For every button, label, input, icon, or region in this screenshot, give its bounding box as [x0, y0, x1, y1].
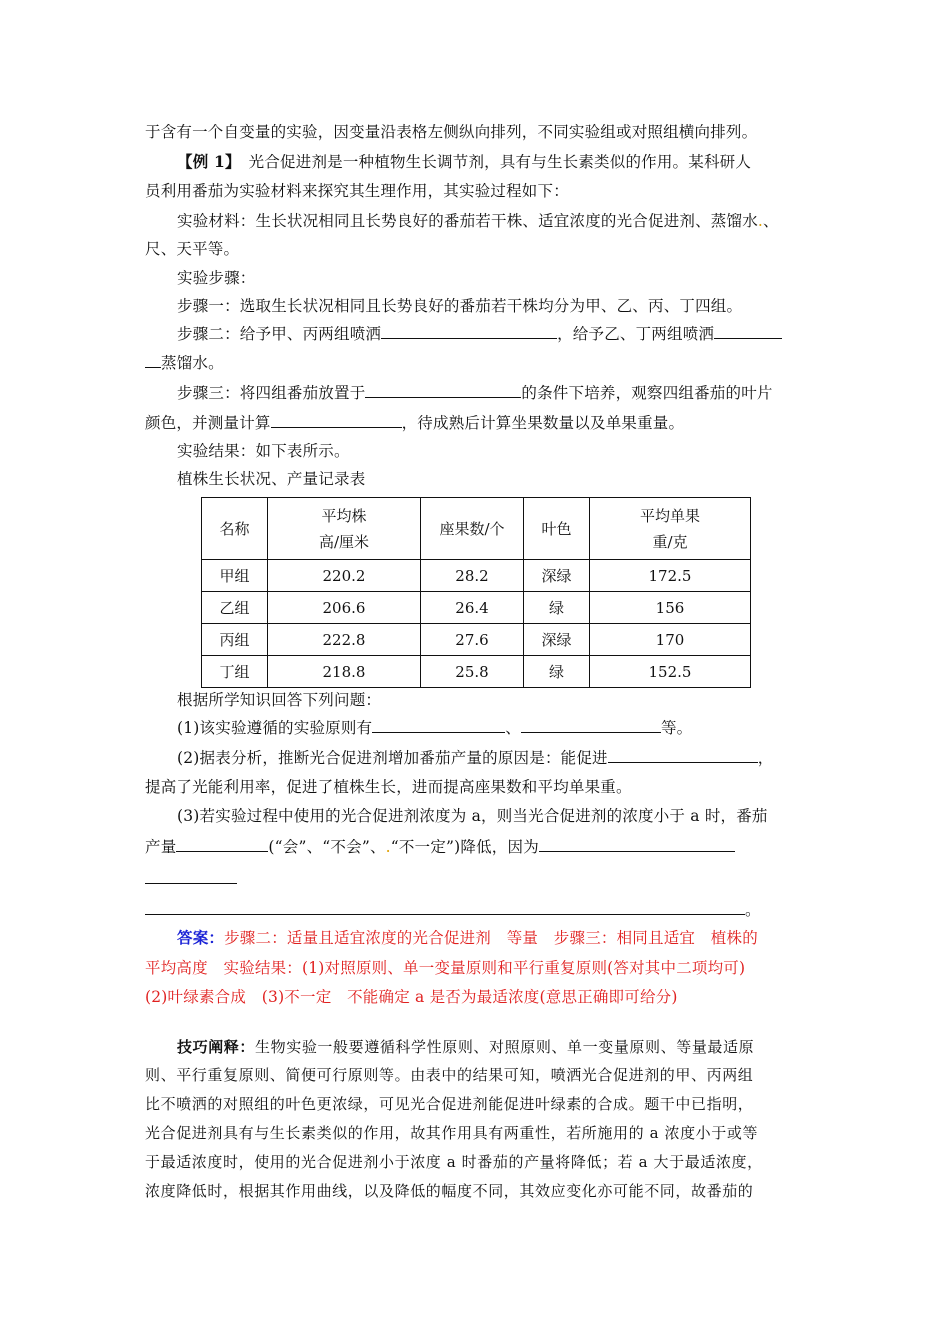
materials-line2: 尺、天平等。: [145, 240, 240, 258]
blank-q1-2[interactable]: [521, 716, 661, 733]
table-header-row: [202, 498, 751, 560]
hint-line5: 于最适浓度时，使用的光合促进剂小于浓度 a 时番茄的产量将降低；若 a 大于最适浓度，: [145, 1153, 763, 1171]
question-3-line2: [145, 835, 735, 858]
q2-text-b: ，: [757, 749, 774, 767]
blank-q3-2[interactable]: [539, 835, 735, 852]
hint-text-1: 生物实验一般要遵循科学性原则、对照原则、单一变量原则、等量最适原: [255, 1038, 755, 1056]
question-2-line1: [177, 746, 773, 769]
answer-text-1: 步骤二：适量且适宜浓度的光合促进剂 等量 步骤三：相同且适宜 植株的: [224, 929, 758, 947]
example-para1-line2: 员利用番茄为实验材料来探究其生理作用，其实验过程如下：: [145, 182, 569, 200]
cell: 深绿: [524, 560, 590, 592]
header-fruit-weight: 平均单果 重/克: [590, 498, 751, 560]
blank-q3-1[interactable]: [176, 835, 268, 852]
question-3-line4: [145, 898, 761, 921]
cell: 丙组: [202, 624, 268, 656]
step2-text-a: 步骤二：给予甲、丙两组喷洒: [177, 325, 382, 343]
stray-dot: .: [757, 212, 764, 230]
cell: 28.2: [421, 560, 524, 592]
cell: 152.5: [590, 656, 751, 688]
cell: 218.8: [268, 656, 421, 688]
intro-tail: 于含有一个自变量的实验，因变量沿表格左侧纵向排列，不同实验组或对照组横向排列。: [145, 123, 758, 141]
step3-text-c: 颜色，并测量计算: [145, 414, 271, 432]
hint-line4: 光合促进剂具有与生长素类似的作用，故其作用具有两重性，若所施用的 a 浓度小于或等: [145, 1124, 759, 1142]
table-row: [202, 624, 751, 656]
step2-line2: [145, 351, 224, 374]
example-label: 【例 1】: [177, 152, 233, 171]
blank-q1-1[interactable]: [372, 716, 505, 733]
step3-text-b: 的条件下培养，观察四组番茄的叶片: [521, 384, 773, 402]
q3-end: 。: [745, 901, 761, 919]
cell: 乙组: [202, 592, 268, 624]
cell: 绿: [524, 592, 590, 624]
steps-title: 实验步骤：: [177, 269, 256, 287]
answer-line3: (2)叶绿素合成 (3)不一定 不能确定 a 是否为最适浓度(意思正确即可给分): [145, 988, 678, 1006]
blank-step2-1[interactable]: [381, 322, 557, 339]
cell: 220.2: [268, 560, 421, 592]
q1-text-a: (1)该实验遵循的实验原则有: [177, 719, 373, 737]
answer-line1: [177, 927, 758, 949]
cell: 27.6: [421, 624, 524, 656]
hint-line1: [177, 1036, 754, 1058]
table-row: [202, 656, 751, 688]
hint-line6: 浓度降低时，根据其作用曲线，以及降低的幅度不同，其效应变化亦可能不同，故番茄的: [145, 1182, 754, 1200]
table-row: [202, 560, 751, 592]
record-table: [201, 497, 751, 688]
header-height: 平均株 高/厘米: [268, 498, 421, 560]
materials-line1: 实验材料：生长状况相同且长势良好的番茄若干株、适宜浓度的光合促进剂、蒸馏水.、: [177, 212, 779, 230]
question-2-line2: 提高了光能利用率，促进了植株生长，进而提高座果数和平均单果重。: [145, 778, 632, 796]
question-3-line1: (3)若实验过程中使用的光合促进剂浓度为 a，则当光合促进剂的浓度小于 a 时，番茄: [177, 807, 768, 825]
q1-text-b: 等。: [660, 719, 693, 737]
blank-q3-2-cont[interactable]: [145, 867, 237, 884]
blank-step3-1[interactable]: [365, 381, 521, 398]
cell: 甲组: [202, 560, 268, 592]
header-name: 名称: [202, 498, 268, 560]
blank-step2-2-cont[interactable]: [145, 351, 161, 368]
step3-line1: [177, 381, 773, 404]
step2-text-b: ，给予乙、丁两组喷洒: [557, 325, 715, 343]
step3-text-a: 步骤三：将四组番茄放置于: [177, 384, 366, 402]
blank-q2[interactable]: [608, 746, 758, 763]
cell: 206.6: [268, 592, 421, 624]
q2-text-a: (2)据表分析，推断光合促进剂增加番茄产量的原因是：能促进: [177, 749, 608, 767]
step2-text-c: 蒸馏水。: [161, 354, 224, 372]
q3-text-b: 产量: [145, 838, 177, 856]
q3-text-d: “不一定”)降低，因为: [390, 838, 539, 856]
cell: 172.5: [590, 560, 751, 592]
results-line: 实验结果：如下表所示。: [177, 442, 350, 460]
example-para1-line1: [177, 151, 751, 173]
step3-text-d: ，待成熟后计算坐果数量以及单果重量。: [401, 414, 685, 432]
hint-line2: 则、平行重复原则、简便可行原则等。由表中的结果可知，喷洒光合促进剂的甲、丙两组: [145, 1066, 754, 1084]
q3-text-c: (“会”、“不会”、: [268, 838, 386, 856]
questions-lead: 根据所学知识回答下列问题：: [177, 691, 382, 709]
cell: 156: [590, 592, 751, 624]
question-3-line3: [145, 867, 237, 890]
blank-q3-2-cont2[interactable]: [145, 898, 745, 915]
table-row: [202, 592, 751, 624]
materials-text: 实验材料：生长状况相同且长势良好的番茄若干株、适宜浓度的光合促进剂、蒸馏水: [177, 212, 758, 230]
cell: 222.8: [268, 624, 421, 656]
cell: 绿: [524, 656, 590, 688]
hint-label: 技巧阐释：: [177, 1038, 256, 1056]
cell: 170: [590, 624, 751, 656]
step1-text-b: 的番茄若干株均分为甲、乙、丙、丁四组。: [443, 297, 743, 315]
header-fruit-count: 座果数/个: [421, 498, 524, 560]
example-text: 光合促进剂是一种植物生长调节剂，具有与生长素类似的作用。某科研人: [248, 153, 752, 171]
blank-step2-2[interactable]: [714, 322, 782, 339]
hint-line3: 比不喷洒的对照组的叶色更浓绿，可见光合促进剂能促进叶绿素的合成。题干中已指明，: [145, 1095, 754, 1113]
answer-label: 答案：: [177, 928, 225, 947]
header-leaf-color: 叶色: [524, 498, 590, 560]
step2-line1: [177, 322, 782, 345]
step1: [177, 295, 742, 317]
step1-text-a: 步骤一：选取生长状况相同且长势良好: [177, 297, 444, 315]
question-1: [177, 716, 692, 739]
step3-line2: [145, 411, 684, 434]
cell: 丁组: [202, 656, 268, 688]
table-title: 植株生长状况、产量记录表: [177, 470, 366, 488]
cell: 25.8: [421, 656, 524, 688]
cell: 深绿: [524, 624, 590, 656]
cell: 26.4: [421, 592, 524, 624]
blank-step3-2[interactable]: [271, 411, 402, 428]
answer-line2: 平均高度 实验结果：(1)对照原则、单一变量原则和平行重复原则(答对其中二项均可): [145, 959, 746, 977]
q1-sep: 、: [505, 719, 521, 737]
stray-dot: .: [385, 838, 391, 856]
